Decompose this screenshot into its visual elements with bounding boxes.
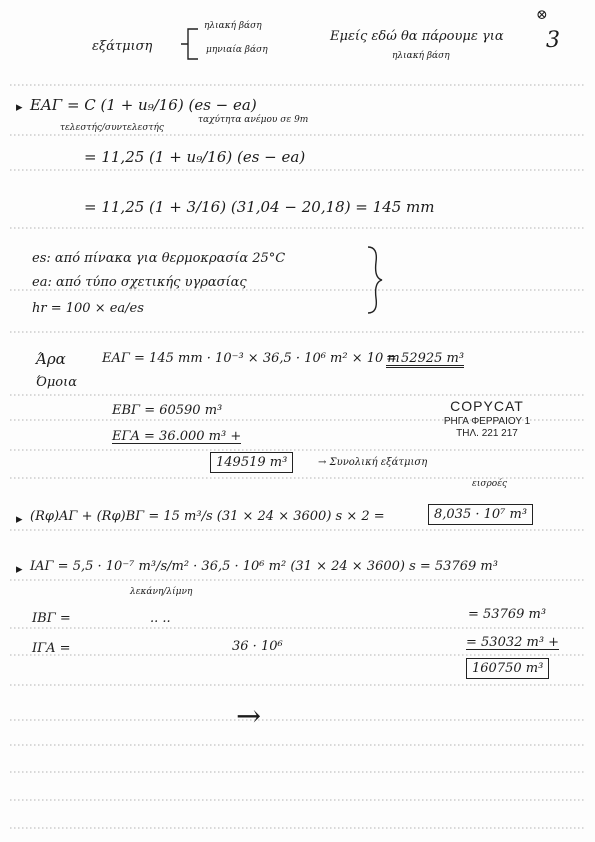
section1-formula: EΑΓ = C (1 + u₉/16) (es − ea) [30, 96, 257, 114]
iag-formula: IΑΓ = 5,5 · 10⁻⁷ m³/s/m² · 36,5 · 10⁶ m² (31 × 24 × 3600) s = 53769 m³ [30, 559, 498, 574]
section4-bullet: ▸ [16, 562, 23, 577]
page-number: 3 [546, 28, 560, 53]
section3-bullet: ▸ [16, 512, 23, 527]
section3-formula: (Rφ)ΑΓ + (Rφ)ΒΓ = 15 m³/s (31 × 24 × 3600) s × 2 = [30, 509, 385, 524]
ibg-value: = 53769 m³ [468, 607, 547, 622]
section1-step3: = 11,25 (1 + 3/16) (31,04 − 20,18) = 145 mm [84, 198, 435, 216]
section1-bullet: ▸ [16, 100, 23, 115]
ea-definition: ea: από τύπο σχετικής υγρασίας [32, 275, 247, 290]
ibg-ditto: .. .. [150, 611, 171, 626]
brace-bottom-label: μηνιαία βάση [206, 45, 268, 55]
ebg-line: EΒΓ = 60590 m³ [112, 403, 223, 418]
corner-mark: ⊗ [536, 7, 548, 23]
section1-annotation-right: ταχύτητα ανέμου σε 9m [198, 115, 309, 125]
inflow-total-box: 160750 m³ [466, 658, 549, 679]
stamp-line1: COPYCAT [450, 398, 524, 414]
ega-line: EΓΑ = 36.000 m³ + [112, 429, 242, 444]
inflow-arrow-note: εισροές [472, 479, 508, 489]
brace-icon [176, 26, 206, 62]
total-evaporation-box: 149519 m³ [210, 452, 293, 473]
es-definition: es: από πίνακα για θερμοκρασία 25°C [32, 251, 286, 266]
inflow-result-box: 8,035 · 10⁷ m³ [428, 504, 533, 525]
hr-definition: hr = 100 × ea/es [32, 301, 144, 316]
exatmisi-label: εξάτμιση [92, 39, 153, 54]
iag-underneath-note: λεκάνη/λίμνη [130, 587, 193, 597]
note-line1: Εμείς εδώ θα πάρουμε για [330, 29, 504, 44]
brace-top-label: ηλιακή βάση [204, 21, 262, 31]
copycat-stamp [432, 398, 542, 439]
total-evaporation-note: → Συνολική εξάτμιση [318, 457, 428, 468]
omoia-label: Όμοια [36, 375, 78, 390]
eag-formula: EΑΓ = 145 mm · 10⁻³ × 36,5 · 10⁶ m² × 10 m [102, 351, 400, 366]
section1-step2: = 11,25 (1 + u₉/16) (es − ea) [84, 148, 306, 166]
footer-arrow-icon: → [236, 699, 262, 734]
iga-label: IΓΑ = [32, 641, 71, 656]
iga-value: = 53032 m³ + [466, 635, 560, 650]
eag-result: = 52925 m³ [386, 351, 465, 366]
ara-label: Άρα [36, 350, 66, 368]
iga-mid: 36 · 10⁶ [232, 639, 283, 654]
right-brace-icon [364, 244, 388, 316]
ibg-label: IΒΓ = [32, 611, 71, 626]
note-line2: ηλιακή βάση [392, 51, 450, 61]
stamp-line2: ΡΗΓΑ ΦΕΡΡΑΙΟΥ 1 [443, 416, 531, 427]
section1-annotation-left: τελεστής/συντελεστής [60, 123, 164, 133]
stamp-line3: ΤΗΛ. 221 217 [456, 428, 518, 439]
